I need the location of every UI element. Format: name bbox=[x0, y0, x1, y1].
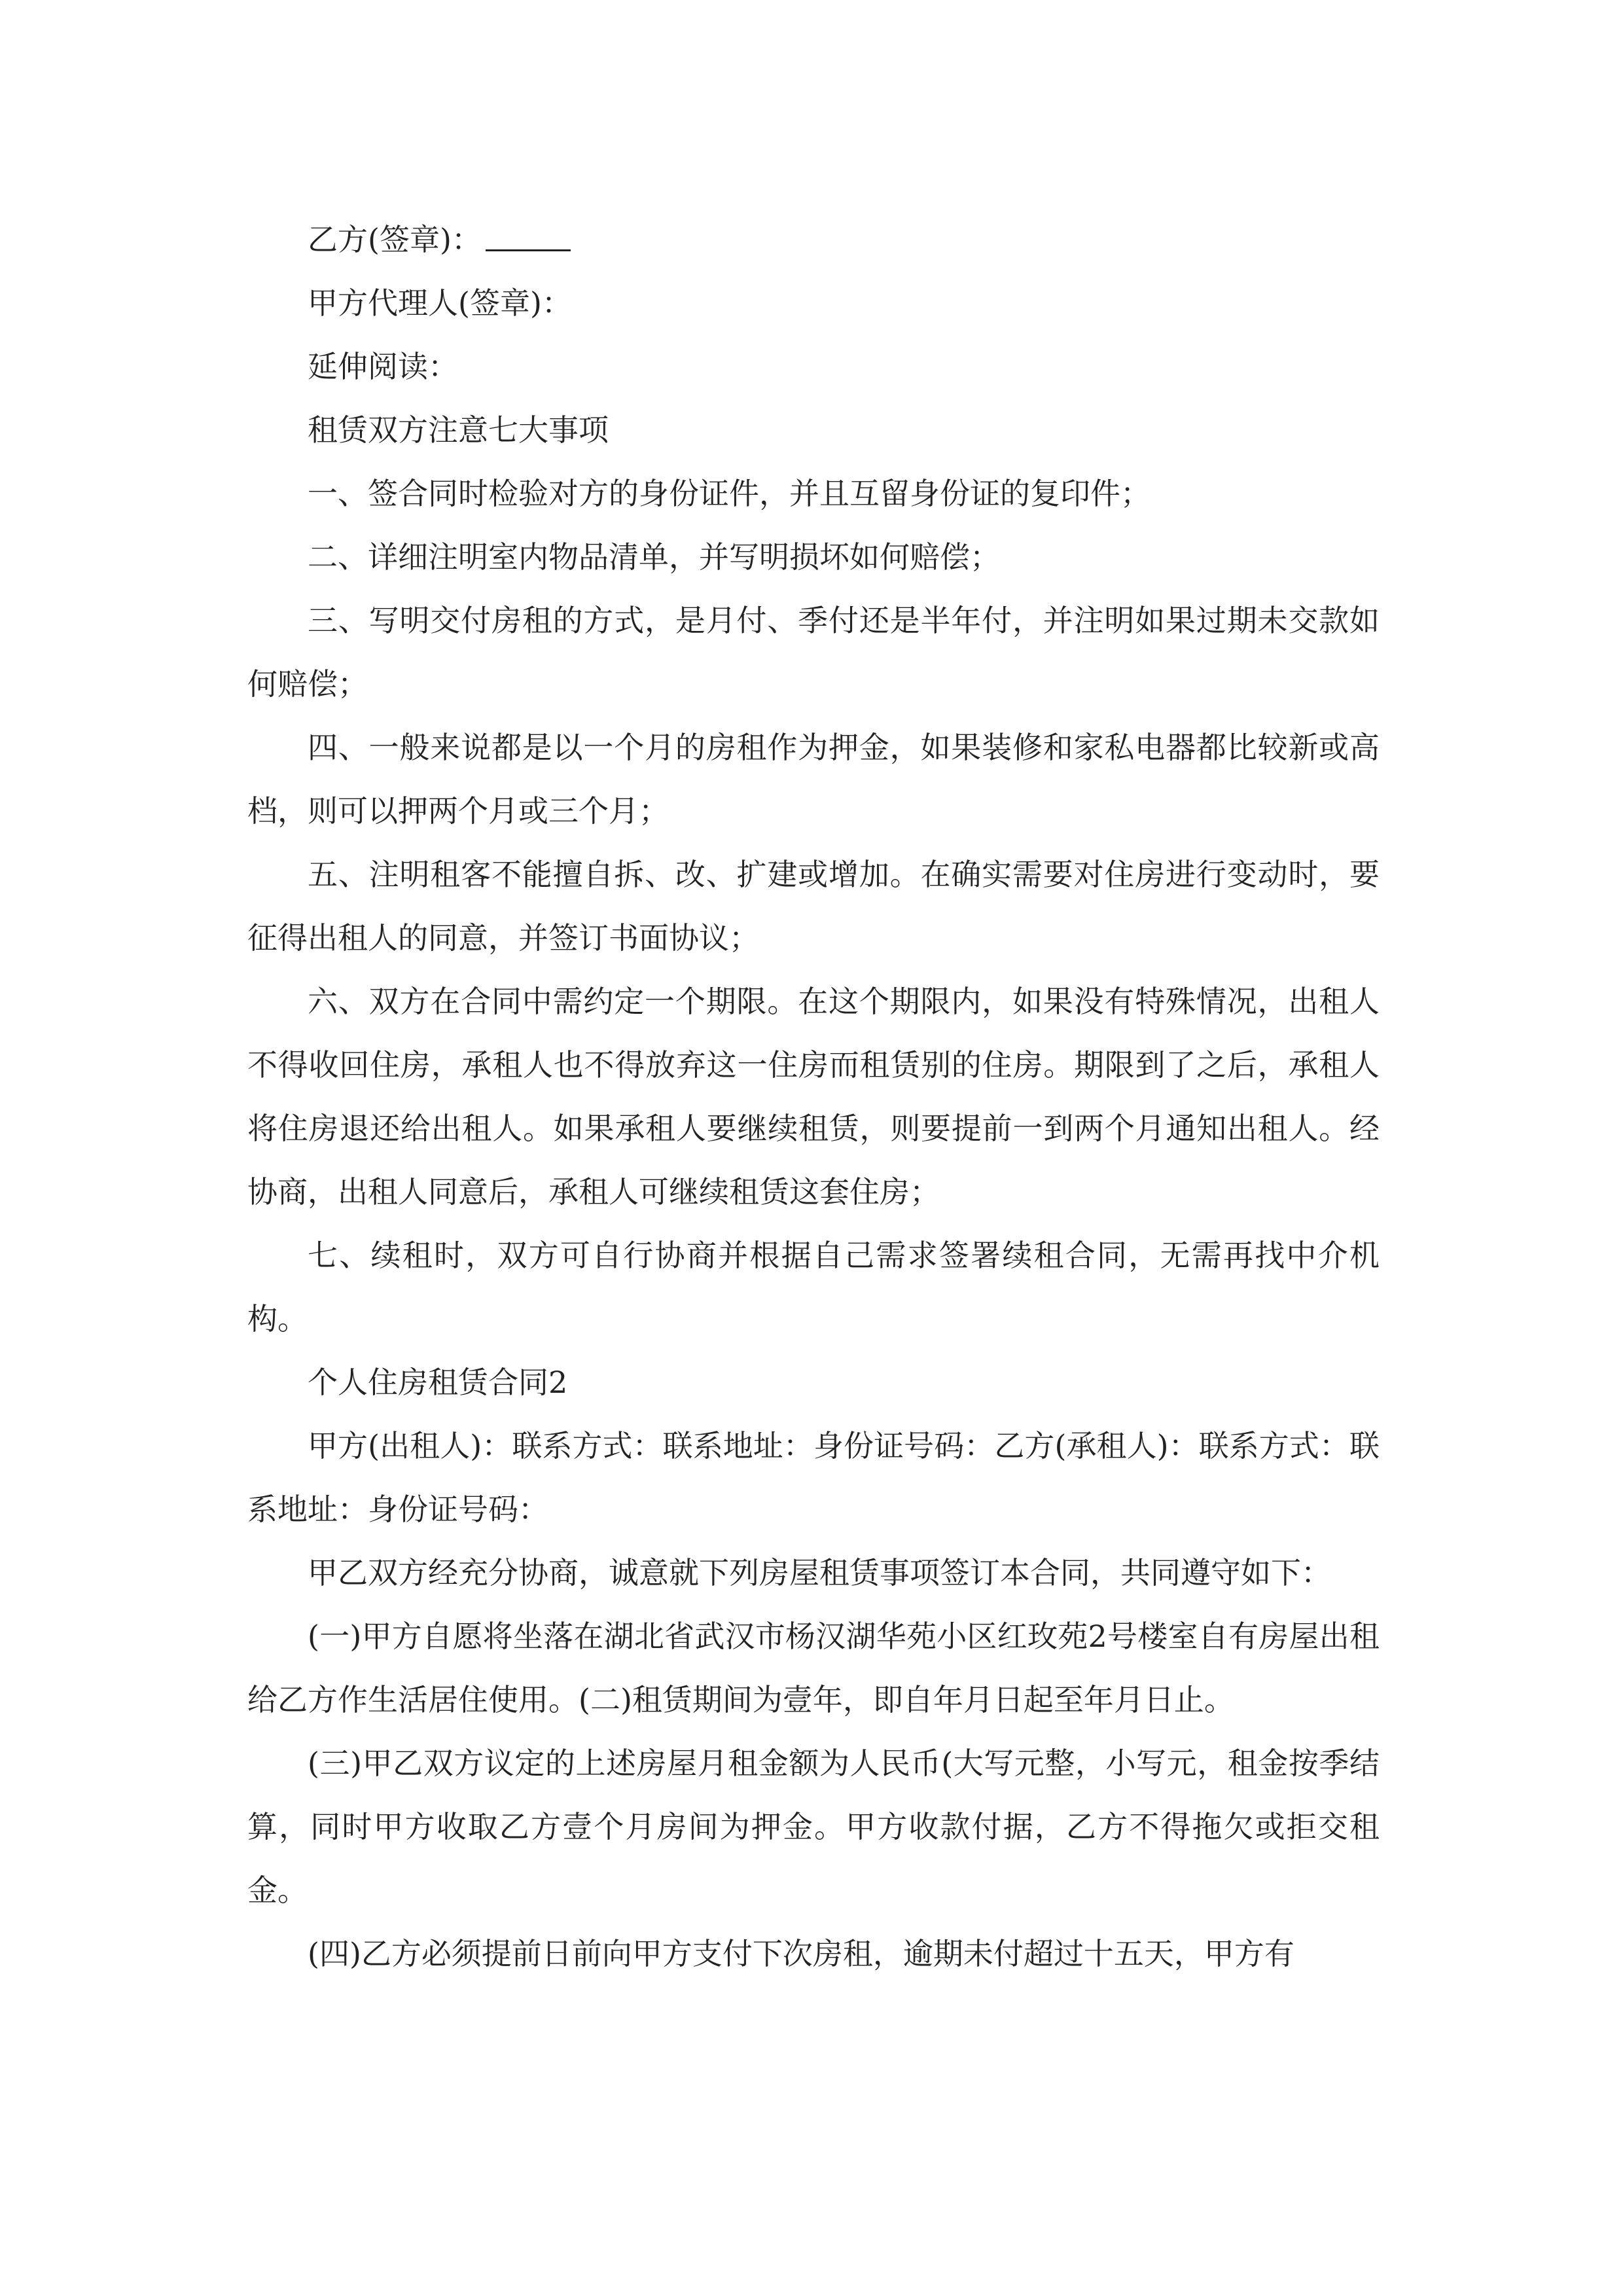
signature-line-party-b bbox=[247, 208, 1380, 272]
notice-item-3: 三、写明交付房租的方式，是月付、季付还是半年付，并注明如果过期未交款如何赔偿； bbox=[247, 603, 1380, 702]
contract-clause-1: (一)甲方自愿将坐落在湖北省武汉市杨汉湖华苑小区红玫苑2号楼室自有房屋出租给乙方作生活居住使用。(二)租赁期间为壹年，即自年月日起至年月日止。 bbox=[247, 1619, 1380, 1717]
signature-blank bbox=[486, 219, 571, 251]
notice-item-5: 五、注明租客不能擅自拆、改、扩建或增加。在确实需要对住房进行变动时，要征得出租人的同意，并签订书面协议； bbox=[247, 857, 1380, 956]
signature-label-agent: 甲方代理人(签章)： bbox=[308, 285, 572, 321]
contract-parties: 甲方(出租人)：联系方式：联系地址：身份证号码：乙方(承租人)：联系方式：联系地址：身份证号码： bbox=[247, 1428, 1380, 1527]
signature-line-agent bbox=[247, 272, 1380, 335]
notice-item-6: 六、双方在合同中需约定一个期限。在这个期限内，如果没有特殊情况，出租人不得收回住房，承租人也不得放弃这一住房而租赁别的住房。期限到了之后，承租人将住房退还给出租人。如果承租人要继续租赁，则要提前一到两个月通知出租人。经协商，出租人同意后，承租人可继续租赁这套住房； bbox=[247, 984, 1380, 1210]
document-body bbox=[247, 208, 1380, 1986]
extended-reading-label: 延伸阅读： bbox=[308, 349, 458, 384]
notice-item-7: 七、续租时，双方可自行协商并根据自己需求签署续租合同，无需再找中介机构。 bbox=[247, 1238, 1380, 1336]
notice-title: 租赁双方注意七大事项 bbox=[308, 412, 609, 448]
signature-label-party-b: 乙方(签章)： bbox=[308, 222, 482, 257]
notice-item-1: 一、签合同时检验对方的身份证件，并且互留身份证的复印件； bbox=[308, 476, 1150, 511]
notice-item-4: 四、一般来说都是以一个月的房租作为押金，如果装修和家私电器都比较新或高档，则可以押两个月或三个月； bbox=[247, 730, 1380, 829]
contract-preamble: 甲乙双方经充分协商，诚意就下列房屋租赁事项签订本合同，共同遵守如下： bbox=[308, 1555, 1331, 1590]
contract-title: 个人住房租赁合同2 bbox=[308, 1365, 568, 1400]
contract-clause-2: (三)甲乙双方议定的上述房屋月租金额为人民币(大写元整，小写元，租金按季结算，同时甲方收取乙方壹个月房间为押金。甲方收款付据，乙方不得拖欠或拒交租金。 bbox=[247, 1746, 1380, 1908]
notice-item-2: 二、详细注明室内物品清单，并写明损坏如何赔偿； bbox=[308, 539, 1000, 575]
contract-clause-3: (四)乙方必须提前日前向甲方支付下次房租，逾期未付超过十五天，甲方有 bbox=[308, 1936, 1294, 1971]
